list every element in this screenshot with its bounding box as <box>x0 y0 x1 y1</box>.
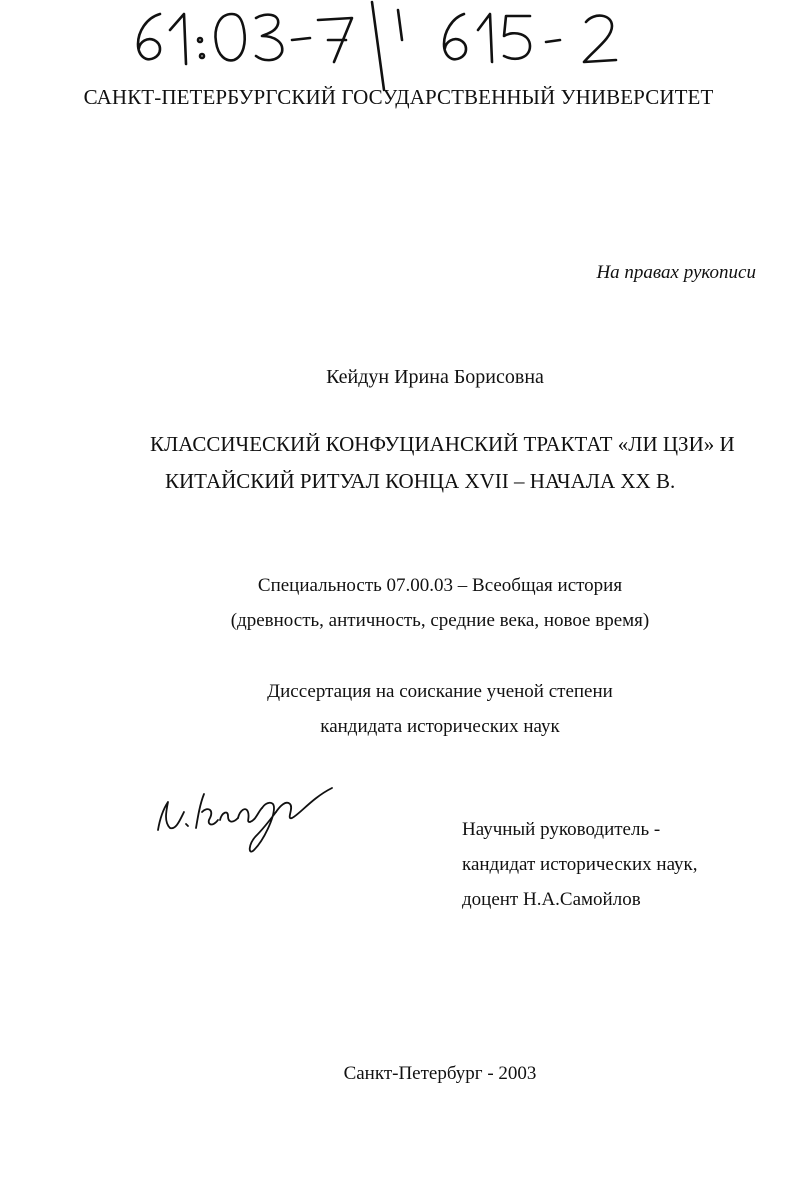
specialty-line-2: (древность, античность, средние века, новое время) <box>230 610 650 631</box>
degree-line-1: Диссертация на соискание ученой степени <box>267 681 613 702</box>
specialty-line-1: Специальность 07.00.03 – Всеобщая история <box>257 575 623 596</box>
supervisor-line-2: кандидат исторических наук, <box>462 854 698 875</box>
supervisor-line-3: доцент Н.А.Самойлов <box>462 889 641 910</box>
author-name: Кейдун Ирина Борисовна <box>326 366 544 388</box>
supervisor-line-1: Научный руководитель - <box>462 819 661 840</box>
catalog-number-handwritten <box>138 2 616 90</box>
degree-line-2: кандидата исторических наук <box>320 716 560 737</box>
dissertation-title-line-1: КЛАССИЧЕСКИЙ КОНФУЦИАНСКИЙ ТРАКТАТ «ЛИ ЦЗИ» И <box>150 432 735 456</box>
institution-name: САНКТ-ПЕТЕРБУРГСКИЙ ГОСУДАРСТВЕННЫЙ УНИВЕРСИТЕТ <box>83 85 714 109</box>
dissertation-title-line-2: КИТАЙСКИЙ РИТУАЛ КОНЦА XVII – НАЧАЛА XX В. <box>165 469 676 493</box>
signature-handwritten <box>158 788 332 852</box>
place-and-year: Санкт-Петербург - 2003 <box>343 1063 537 1084</box>
manuscript-note: На правах рукописи <box>596 262 756 283</box>
